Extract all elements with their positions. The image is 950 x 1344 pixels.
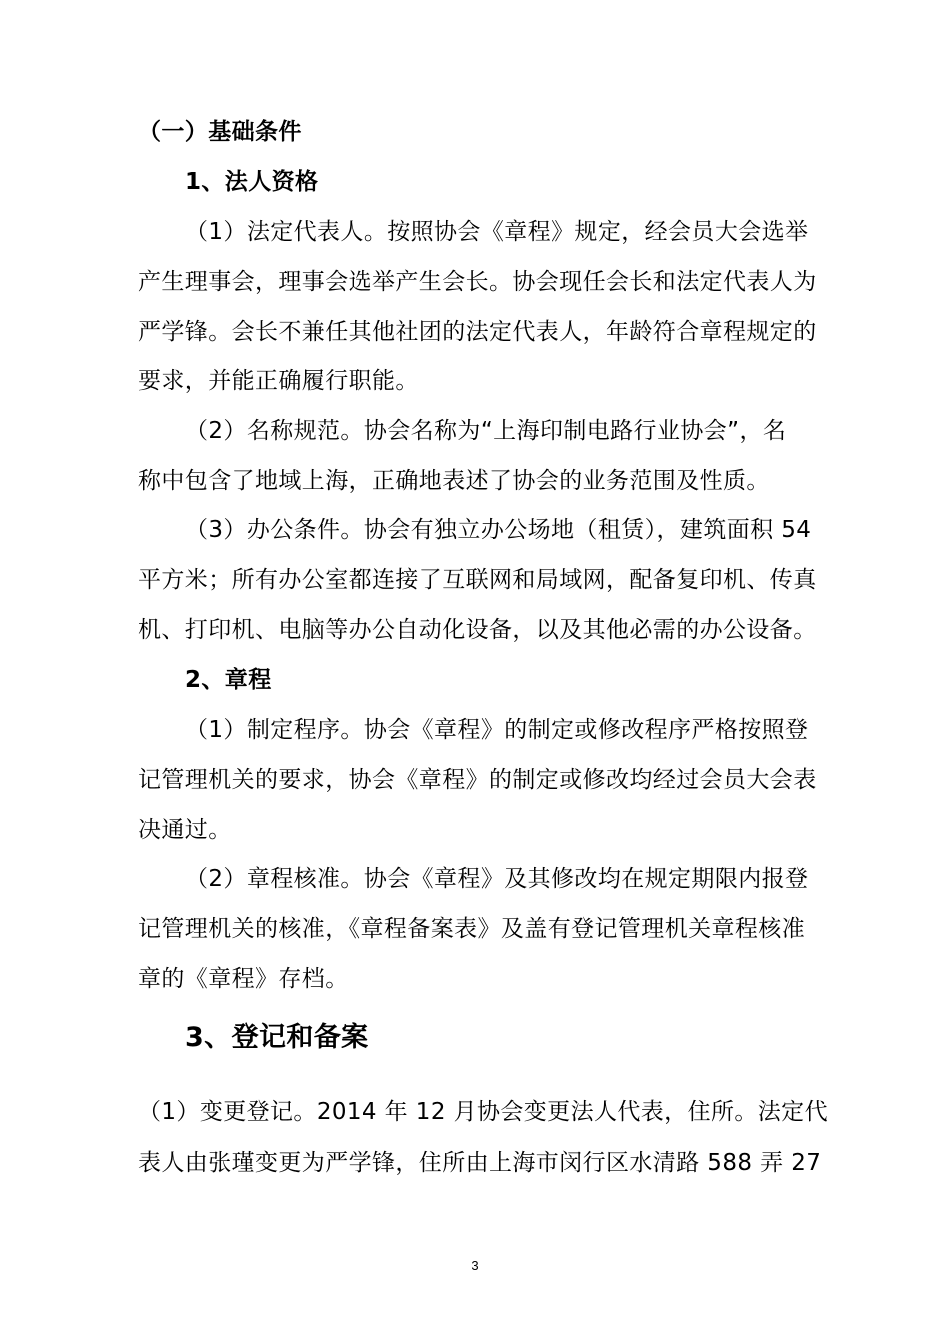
section-title: （一）基础条件	[138, 119, 302, 145]
page-number: 3	[471, 1258, 479, 1273]
subsection-heading-2: 2、章程	[185, 667, 272, 693]
paragraph-line: 产生理事会，理事会选举产生会长。协会现任会长和法定代表人为	[138, 269, 817, 295]
paragraph-line: （2）章程核准。协会《章程》及其修改均在规定期限内报登	[185, 866, 809, 892]
subsection-heading-1: 1、法人资格	[185, 169, 319, 195]
paragraph-line: 决通过。	[138, 817, 232, 843]
paragraph-line: 平方米；所有办公室都连接了互联网和局域网，配备复印机、传真	[138, 567, 817, 593]
paragraph-line: 章的《章程》存档。	[138, 966, 349, 992]
paragraph-line: 要求，并能正确履行职能。	[138, 368, 419, 394]
subsection-heading-3: 3、登记和备案	[185, 1022, 369, 1053]
paragraph-line: 表人由张瑾变更为严学锋，住所由上海市闵行区水清路 588 弄 27	[138, 1150, 822, 1176]
paragraph-line: （1）制定程序。协会《章程》的制定或修改程序严格按照登	[185, 717, 809, 743]
paragraph-line: （1）法定代表人。按照协会《章程》规定，经会员大会选举	[185, 219, 809, 245]
paragraph-line: （3）办公条件。协会有独立办公场地（租赁），建筑面积 54	[185, 517, 812, 543]
paragraph-line: 机、打印机、电脑等办公自动化设备，以及其他必需的办公设备。	[138, 617, 817, 643]
paragraph-line: （2）名称规范。协会名称为“上海印制电路行业协会”，名	[185, 418, 787, 444]
paragraph-line: （1）变更登记。2014 年 12 月协会变更法人代表，住所。法定代	[138, 1099, 828, 1125]
paragraph-line: 记管理机关的要求，协会《章程》的制定或修改均经过会员大会表	[138, 767, 817, 793]
paragraph-line: 严学锋。会长不兼任其他社团的法定代表人，年龄符合章程规定的	[138, 319, 817, 345]
paragraph-line: 称中包含了地域上海，正确地表述了协会的业务范围及性质。	[138, 468, 770, 494]
paragraph-line: 记管理机关的核准，《章程备案表》及盖有登记管理机关章程核准	[138, 916, 806, 942]
